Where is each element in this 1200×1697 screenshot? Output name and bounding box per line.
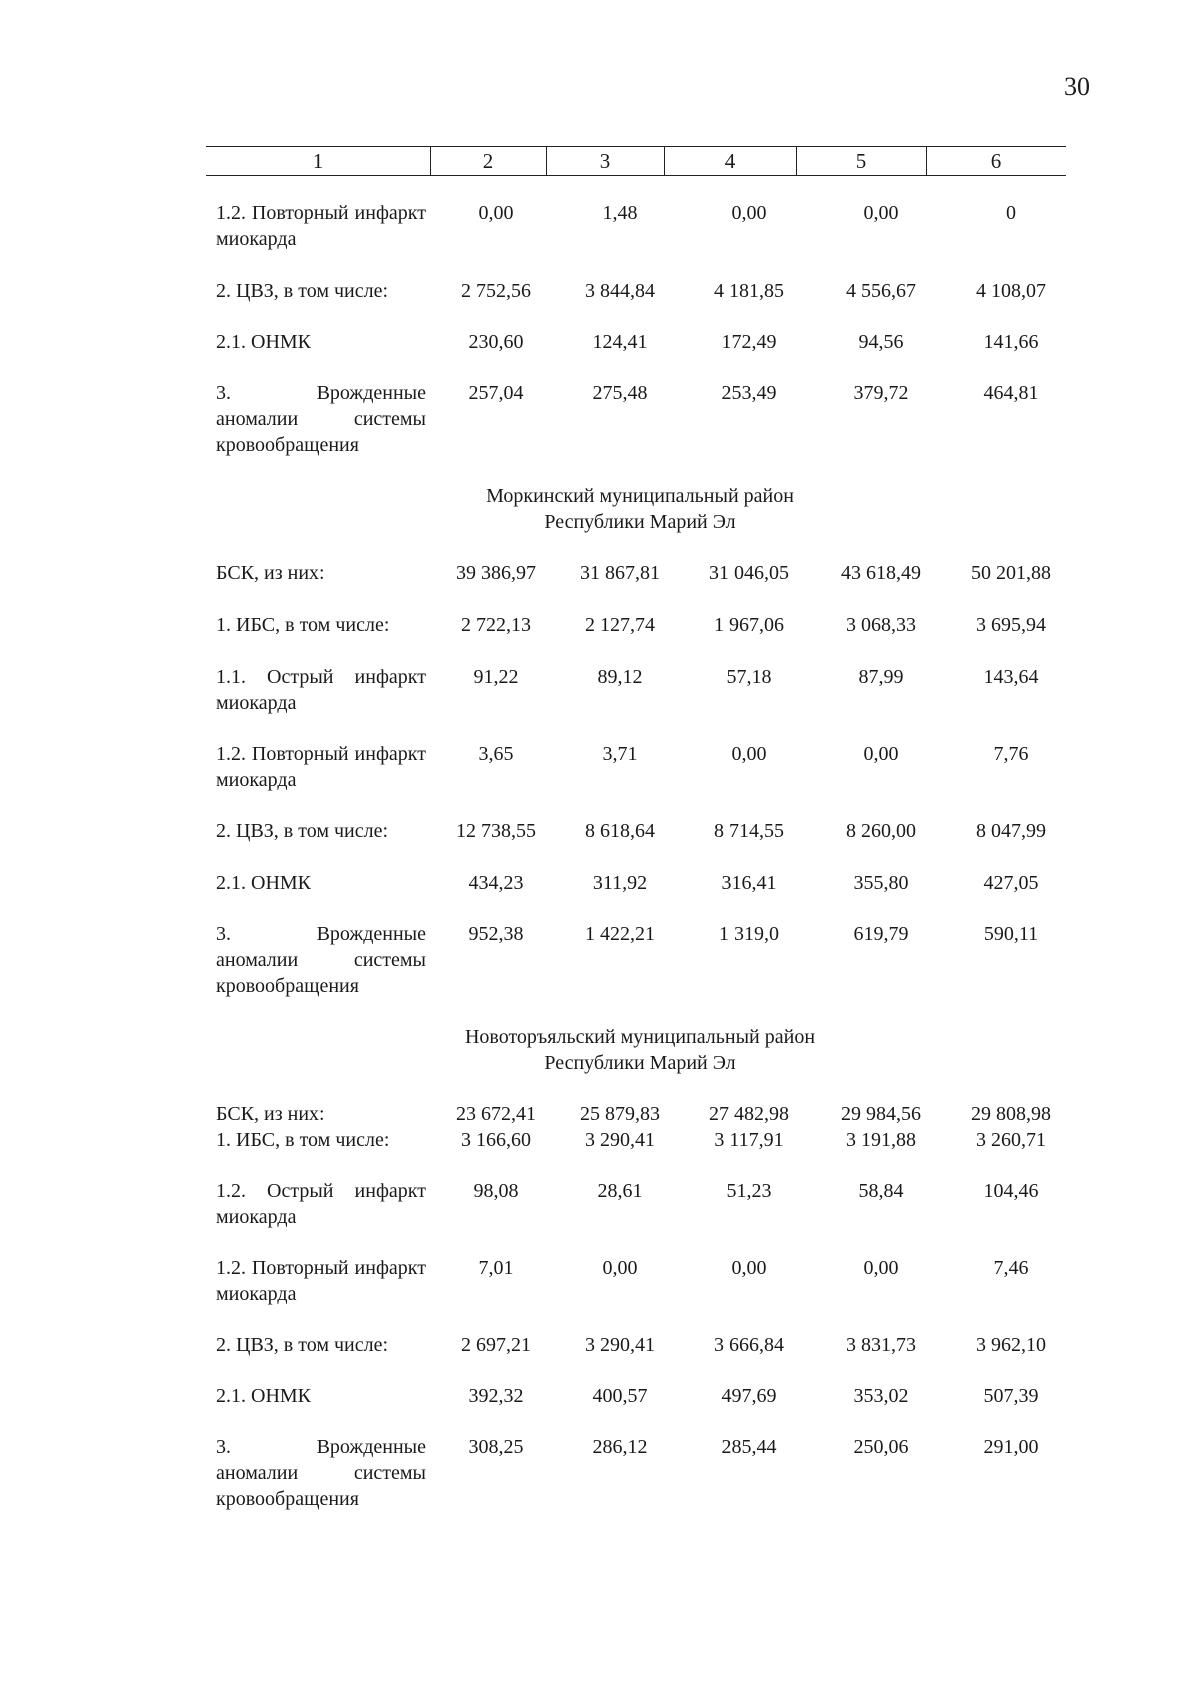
value-cell: 25 879,83 <box>580 1103 660 1125</box>
value-cell: 2 722,13 <box>461 614 531 636</box>
value-cell: 400,57 <box>592 1385 648 1407</box>
value-cell: 1 319,0 <box>719 923 779 945</box>
value-cell: 39 386,97 <box>456 562 536 584</box>
value-cell: 51,23 <box>726 1180 772 1202</box>
value-cell: 230,60 <box>468 331 524 353</box>
value-cell: 3 260,71 <box>976 1129 1046 1151</box>
row-label: БСК, из них: <box>216 562 325 584</box>
value-cell: 12 738,55 <box>456 820 536 842</box>
value-cell: 3 166,60 <box>461 1129 531 1151</box>
value-cell: 94,56 <box>858 331 904 353</box>
value-cell: 57,18 <box>726 666 772 688</box>
value-cell: 27 482,98 <box>709 1103 789 1125</box>
value-cell: 98,08 <box>473 1180 519 1202</box>
row-label: 1.2. Повторный инфаркт миокарда <box>216 202 426 250</box>
value-cell: 124,41 <box>592 331 648 353</box>
row-label: 2. ЦВЗ, в том числе: <box>216 820 389 842</box>
value-cell: 8 618,64 <box>585 820 655 842</box>
row-label: 3. Врожденные аномалии системы кровообращения <box>216 382 426 456</box>
row-label: 1.2. Острый инфаркт миокарда <box>216 1180 426 1228</box>
value-cell: 308,25 <box>468 1436 524 1458</box>
value-cell: 28,61 <box>597 1180 643 1202</box>
row-label: 1.2. Повторный инфаркт миокарда <box>216 1257 426 1305</box>
value-cell: 619,79 <box>853 923 909 945</box>
region-title <box>420 483 860 535</box>
row-label: 1. ИБС, в том числе: <box>216 1129 390 1151</box>
value-cell: 0,00 <box>478 202 514 224</box>
value-cell: 285,44 <box>721 1436 777 1458</box>
row-label: 1.2. Повторный инфаркт миокарда <box>216 743 426 791</box>
row-label: 3. Врожденные аномалии системы кровообращения <box>216 1436 426 1510</box>
value-cell: 392,32 <box>468 1385 524 1407</box>
value-cell: 379,72 <box>853 382 909 404</box>
value-cell: 3 290,41 <box>585 1334 655 1356</box>
value-cell: 0,00 <box>863 202 899 224</box>
value-cell: 29 808,98 <box>971 1103 1051 1125</box>
value-cell: 3 831,73 <box>846 1334 916 1356</box>
value-cell: 3 068,33 <box>846 614 916 636</box>
value-cell: 353,02 <box>853 1385 909 1407</box>
value-cell: 311,92 <box>592 872 648 894</box>
value-cell: 2 752,56 <box>461 280 531 302</box>
value-cell: 0,00 <box>731 1257 767 1279</box>
row-label: 1. ИБС, в том числе: <box>216 614 390 636</box>
value-cell: 275,48 <box>592 382 648 404</box>
value-cell: 7,46 <box>993 1257 1029 1279</box>
value-cell: 7,76 <box>993 743 1029 765</box>
header-col-6: 6 <box>990 149 1002 173</box>
value-cell: 2 127,74 <box>585 614 655 636</box>
value-cell: 141,66 <box>983 331 1039 353</box>
value-cell: 0,00 <box>863 1257 899 1279</box>
value-cell: 143,64 <box>983 666 1039 688</box>
row-label: 1.1. Острый инфаркт миокарда <box>216 666 426 714</box>
value-cell: 4 181,85 <box>714 280 784 302</box>
header-col-2: 2 <box>482 149 494 173</box>
row-label: БСК, из них: <box>216 1103 325 1125</box>
row-label: 2.1. ОНМК <box>216 331 312 353</box>
header-col-1: 1 <box>312 149 324 173</box>
value-cell: 3 117,91 <box>714 1129 784 1151</box>
value-cell: 29 984,56 <box>841 1103 921 1125</box>
value-cell: 2 697,21 <box>461 1334 531 1356</box>
row-label: 2. ЦВЗ, в том числе: <box>216 1334 389 1356</box>
value-cell: 4 556,67 <box>846 280 916 302</box>
value-cell: 3,71 <box>602 743 638 765</box>
value-cell: 0,00 <box>602 1257 638 1279</box>
value-cell: 50 201,88 <box>971 562 1051 584</box>
region-title <box>420 1024 860 1076</box>
row-label: 3. Врожденные аномалии системы кровообращения <box>216 923 426 997</box>
value-cell: 0 <box>1006 202 1016 224</box>
value-cell: 3 290,41 <box>585 1129 655 1151</box>
value-cell: 8 714,55 <box>714 820 784 842</box>
value-cell: 4 108,07 <box>976 280 1046 302</box>
row-label: 2.1. ОНМК <box>216 872 312 894</box>
row-label: 2. ЦВЗ, в том числе: <box>216 280 389 302</box>
value-cell: 590,11 <box>983 923 1039 945</box>
row-label: 2.1. ОНМК <box>216 1385 312 1407</box>
value-cell: 89,12 <box>597 666 643 688</box>
value-cell: 8 047,99 <box>976 820 1046 842</box>
region-title-line1: Моркинский муниципальный район <box>486 485 794 507</box>
value-cell: 250,06 <box>853 1436 909 1458</box>
value-cell: 3 844,84 <box>585 280 655 302</box>
value-cell: 1 422,21 <box>585 923 655 945</box>
value-cell: 291,00 <box>983 1436 1039 1458</box>
value-cell: 87,99 <box>858 666 904 688</box>
value-cell: 8 260,00 <box>846 820 916 842</box>
value-cell: 3 962,10 <box>976 1334 1046 1356</box>
value-cell: 31 046,05 <box>709 562 789 584</box>
value-cell: 172,49 <box>721 331 777 353</box>
value-cell: 3 191,88 <box>846 1129 916 1151</box>
region-title-line2: Республики Марий Эл <box>544 1052 736 1074</box>
value-cell: 316,41 <box>721 872 777 894</box>
value-cell: 0,00 <box>731 202 767 224</box>
region-title-line1: Новоторъяльский муниципальный район <box>464 1026 816 1048</box>
value-cell: 253,49 <box>721 382 777 404</box>
value-cell: 434,23 <box>468 872 524 894</box>
value-cell: 464,81 <box>983 382 1039 404</box>
value-cell: 23 672,41 <box>456 1103 536 1125</box>
value-cell: 0,00 <box>731 743 767 765</box>
page-number: 30 <box>1064 72 1090 101</box>
value-cell: 7,01 <box>478 1257 514 1279</box>
value-cell: 507,39 <box>983 1385 1039 1407</box>
value-cell: 286,12 <box>592 1436 648 1458</box>
value-cell: 0,00 <box>863 743 899 765</box>
value-cell: 257,04 <box>468 382 524 404</box>
value-cell: 3,65 <box>478 743 514 765</box>
value-cell: 1,48 <box>602 202 638 224</box>
value-cell: 427,05 <box>983 872 1039 894</box>
value-cell: 355,80 <box>853 872 909 894</box>
value-cell: 497,69 <box>721 1385 777 1407</box>
value-cell: 91,22 <box>473 666 519 688</box>
header-col-5: 5 <box>855 149 867 173</box>
value-cell: 58,84 <box>858 1180 904 1202</box>
value-cell: 952,38 <box>468 923 524 945</box>
header-col-4: 4 <box>724 149 736 173</box>
value-cell: 104,46 <box>983 1180 1039 1202</box>
value-cell: 1 967,06 <box>714 614 784 636</box>
value-cell: 3 695,94 <box>976 614 1046 636</box>
header-col-3: 3 <box>599 149 611 173</box>
value-cell: 43 618,49 <box>841 562 921 584</box>
value-cell: 3 666,84 <box>714 1334 784 1356</box>
region-title-line2: Республики Марий Эл <box>544 511 736 533</box>
value-cell: 31 867,81 <box>580 562 660 584</box>
